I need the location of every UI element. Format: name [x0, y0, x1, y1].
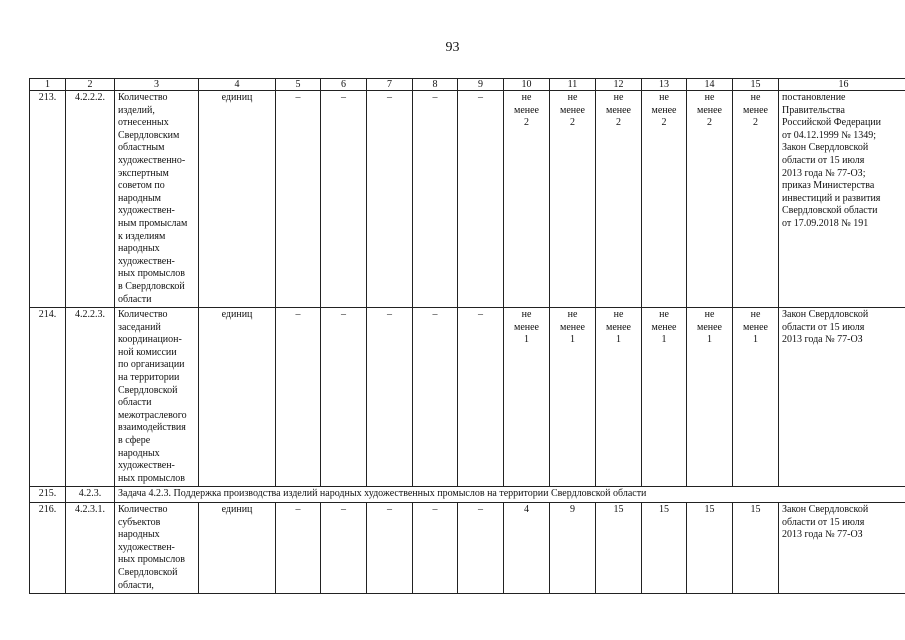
cell-line: 2	[707, 117, 712, 129]
cell-line: ным промыслам	[118, 217, 188, 229]
cell-line: народных	[118, 529, 160, 541]
legal-basis	[779, 91, 905, 308]
cell-line: не	[750, 92, 761, 103]
column-number: 9	[458, 79, 504, 91]
value-cell-dash: –	[413, 91, 458, 308]
value-cell	[733, 91, 779, 308]
cell-line: 1	[661, 334, 667, 346]
value-cell	[504, 91, 550, 308]
cell-line: 9	[570, 504, 575, 515]
cell-line: не	[659, 92, 669, 103]
cell-line: менее	[743, 104, 768, 116]
cell-line: в сфере	[118, 435, 151, 447]
value-cell	[504, 503, 550, 594]
row-number-cell: 213.	[30, 91, 66, 308]
indicator-name	[115, 308, 199, 487]
cell-line: 2	[570, 117, 575, 129]
legal-basis	[779, 503, 905, 594]
cell-line: 2013 года № 77-ОЗ	[782, 529, 863, 541]
cell-line: межотраслевого	[118, 409, 187, 421]
cell-line: Количество	[118, 309, 168, 321]
cell-line: ной комиссии	[118, 346, 177, 358]
row-code-cell: 4.2.2.2.	[66, 91, 115, 308]
cell-line: на территории	[118, 372, 180, 384]
cell-line: не	[704, 309, 715, 321]
cell-line: приказ Министерства	[782, 180, 875, 192]
cell-line: области	[118, 397, 152, 409]
cell-line: не	[750, 309, 761, 321]
cell-line: 15	[704, 504, 715, 515]
column-number: 7	[367, 79, 413, 91]
value-cell	[550, 91, 596, 308]
unit-cell: единиц	[199, 308, 276, 487]
cell-line: Закон Свердловской	[782, 504, 869, 515]
cell-line: менее	[697, 321, 722, 333]
value-cell	[550, 503, 596, 594]
cell-line: области от 15 июля	[782, 516, 865, 528]
cell-line: советом по	[118, 180, 165, 192]
value-cell-dash: –	[276, 503, 321, 594]
cell-line: субъектов	[118, 516, 161, 528]
table-row	[30, 503, 905, 594]
legal-basis	[779, 308, 905, 487]
cell-line: постановление	[782, 92, 846, 103]
value-cell-dash: –	[367, 503, 413, 594]
cell-line: ных промыслов	[118, 554, 185, 566]
value-cell-dash: –	[413, 308, 458, 487]
cell-line: 1	[753, 334, 758, 346]
value-cell	[733, 503, 779, 594]
value-cell-dash: –	[321, 91, 367, 308]
cell-line: 2013 года № 77-ОЗ	[782, 334, 863, 346]
row-code-cell: 4.2.2.3.	[66, 308, 115, 487]
value-cell	[687, 308, 733, 487]
cell-line: Свердловским	[118, 129, 180, 141]
cell-line: координацион-	[118, 334, 182, 346]
row-code-cell: 4.2.3.1.	[66, 503, 115, 594]
cell-line: менее	[697, 104, 722, 116]
cell-line: изделий,	[118, 104, 155, 116]
cell-line: области	[118, 293, 152, 305]
cell-line: Свердловской	[118, 384, 178, 396]
value-cell-dash: –	[367, 91, 413, 308]
value-cell	[596, 91, 642, 308]
table-row	[30, 91, 905, 308]
cell-line: 2013 года № 77-ОЗ;	[782, 167, 866, 179]
cell-line: менее	[606, 321, 631, 333]
column-number: 14	[687, 79, 733, 91]
cell-line: не	[567, 92, 578, 103]
column-number: 6	[321, 79, 367, 91]
cell-line: области от 15 июля	[782, 321, 865, 333]
value-cell	[550, 308, 596, 487]
cell-line: 2	[661, 117, 667, 129]
value-cell	[596, 503, 642, 594]
cell-line: не	[613, 309, 624, 321]
cell-line: областным	[118, 142, 165, 154]
table-row	[30, 308, 905, 487]
value-cell-dash: –	[458, 91, 504, 308]
cell-line: менее	[606, 104, 631, 116]
cell-line: экспертным	[118, 167, 169, 179]
cell-line: художествен-	[118, 460, 175, 472]
cell-line: не	[704, 92, 715, 103]
cell-line: Российской Федерации	[782, 117, 882, 129]
cell-line: 1	[707, 334, 712, 346]
value-cell-dash: –	[321, 308, 367, 487]
row-code-cell: 4.2.3.	[66, 487, 115, 503]
page-number: 93	[445, 40, 460, 55]
cell-line: 2	[524, 117, 529, 129]
column-number: 2	[66, 79, 115, 91]
cell-line: Свердловской области	[782, 205, 878, 217]
value-cell-dash: –	[413, 503, 458, 594]
cell-line: 15	[613, 504, 624, 515]
cell-line: к изделиям	[118, 230, 166, 242]
value-cell	[733, 308, 779, 487]
cell-line: не	[613, 92, 624, 103]
indicator-name	[115, 503, 199, 594]
cell-line: Количество	[118, 92, 168, 103]
cell-line: менее	[743, 321, 768, 333]
value-cell	[687, 91, 733, 308]
row-number-cell: 216.	[30, 503, 66, 594]
cell-line: художествен-	[118, 205, 175, 217]
row-number-cell: 215.	[30, 487, 66, 503]
cell-line: заседаний	[118, 321, 161, 333]
cell-line: в Свердловской	[118, 280, 185, 292]
cell-line: Закон Свердловской	[782, 142, 869, 154]
value-cell-dash: –	[321, 503, 367, 594]
unit-cell: единиц	[199, 91, 276, 308]
cell-line: ных промыслов	[118, 268, 185, 280]
value-cell	[642, 91, 687, 308]
cell-line: менее	[651, 104, 677, 116]
cell-line: не	[567, 309, 578, 321]
value-cell	[642, 308, 687, 487]
indicators-table	[29, 78, 905, 594]
cell-line: менее	[560, 104, 585, 116]
cell-line: менее	[514, 104, 539, 116]
cell-line: от 04.12.1999 № 1349;	[782, 129, 877, 141]
cell-line: 15	[750, 504, 761, 515]
cell-line: Правительства	[782, 104, 845, 116]
cell-line: художественно-	[118, 154, 186, 166]
cell-line: отнесенных	[118, 117, 169, 129]
column-number: 3	[115, 79, 199, 91]
column-number: 13	[642, 79, 687, 91]
indicator-name	[115, 91, 199, 308]
cell-line: 2	[753, 117, 758, 129]
cell-line: области от 15 июля	[782, 154, 865, 166]
value-cell-dash: –	[367, 308, 413, 487]
cell-line: Количество	[118, 504, 168, 515]
value-cell	[642, 503, 687, 594]
value-cell-dash: –	[276, 91, 321, 308]
value-cell	[596, 308, 642, 487]
cell-line: менее	[514, 321, 539, 333]
cell-line: народных	[118, 243, 160, 255]
column-number: 4	[199, 79, 276, 91]
column-number: 11	[550, 79, 596, 91]
value-cell-dash: –	[458, 503, 504, 594]
cell-line: не	[659, 309, 669, 321]
task-row	[30, 487, 905, 503]
cell-line: народным	[118, 192, 161, 204]
column-number: 15	[733, 79, 779, 91]
cell-line: от 17.09.2018 № 191	[782, 217, 869, 229]
column-number: 12	[596, 79, 642, 91]
table-body	[30, 79, 905, 594]
column-number: 5	[276, 79, 321, 91]
cell-line: менее	[651, 321, 677, 333]
cell-line: Свердловской	[118, 566, 178, 578]
cell-line: по организации	[118, 359, 185, 371]
column-number: 10	[504, 79, 550, 91]
cell-line: 2	[616, 117, 621, 129]
cell-line: художествен-	[118, 541, 175, 553]
value-cell	[687, 503, 733, 594]
column-number-row	[30, 79, 905, 91]
cell-line: инвестиций и развития	[782, 192, 881, 204]
cell-line: художествен-	[118, 255, 175, 267]
cell-line: не	[521, 92, 532, 103]
unit-cell: единиц	[199, 503, 276, 594]
cell-line: 1	[570, 334, 575, 346]
value-cell	[504, 308, 550, 487]
cell-line: Закон Свердловской	[782, 309, 869, 321]
cell-line: менее	[560, 321, 585, 333]
cell-line: области,	[118, 579, 154, 591]
column-number: 1	[30, 79, 66, 91]
column-number: 16	[779, 79, 905, 91]
cell-line: ных промыслов	[118, 472, 185, 484]
cell-line: не	[521, 309, 532, 321]
cell-line: 1	[524, 334, 529, 346]
cell-line: взаимодействия	[118, 422, 186, 434]
cell-line: 1	[616, 334, 621, 346]
row-number-cell: 214.	[30, 308, 66, 487]
cell-line: 4	[524, 504, 529, 515]
task-title: Задача 4.2.3. Поддержка производства изделий народных художественных промыслов на территории Свердловской области	[115, 487, 905, 503]
value-cell-dash: –	[458, 308, 504, 487]
cell-line: 15	[659, 504, 669, 515]
column-number: 8	[413, 79, 458, 91]
cell-line: народных	[118, 447, 160, 459]
value-cell-dash: –	[276, 308, 321, 487]
